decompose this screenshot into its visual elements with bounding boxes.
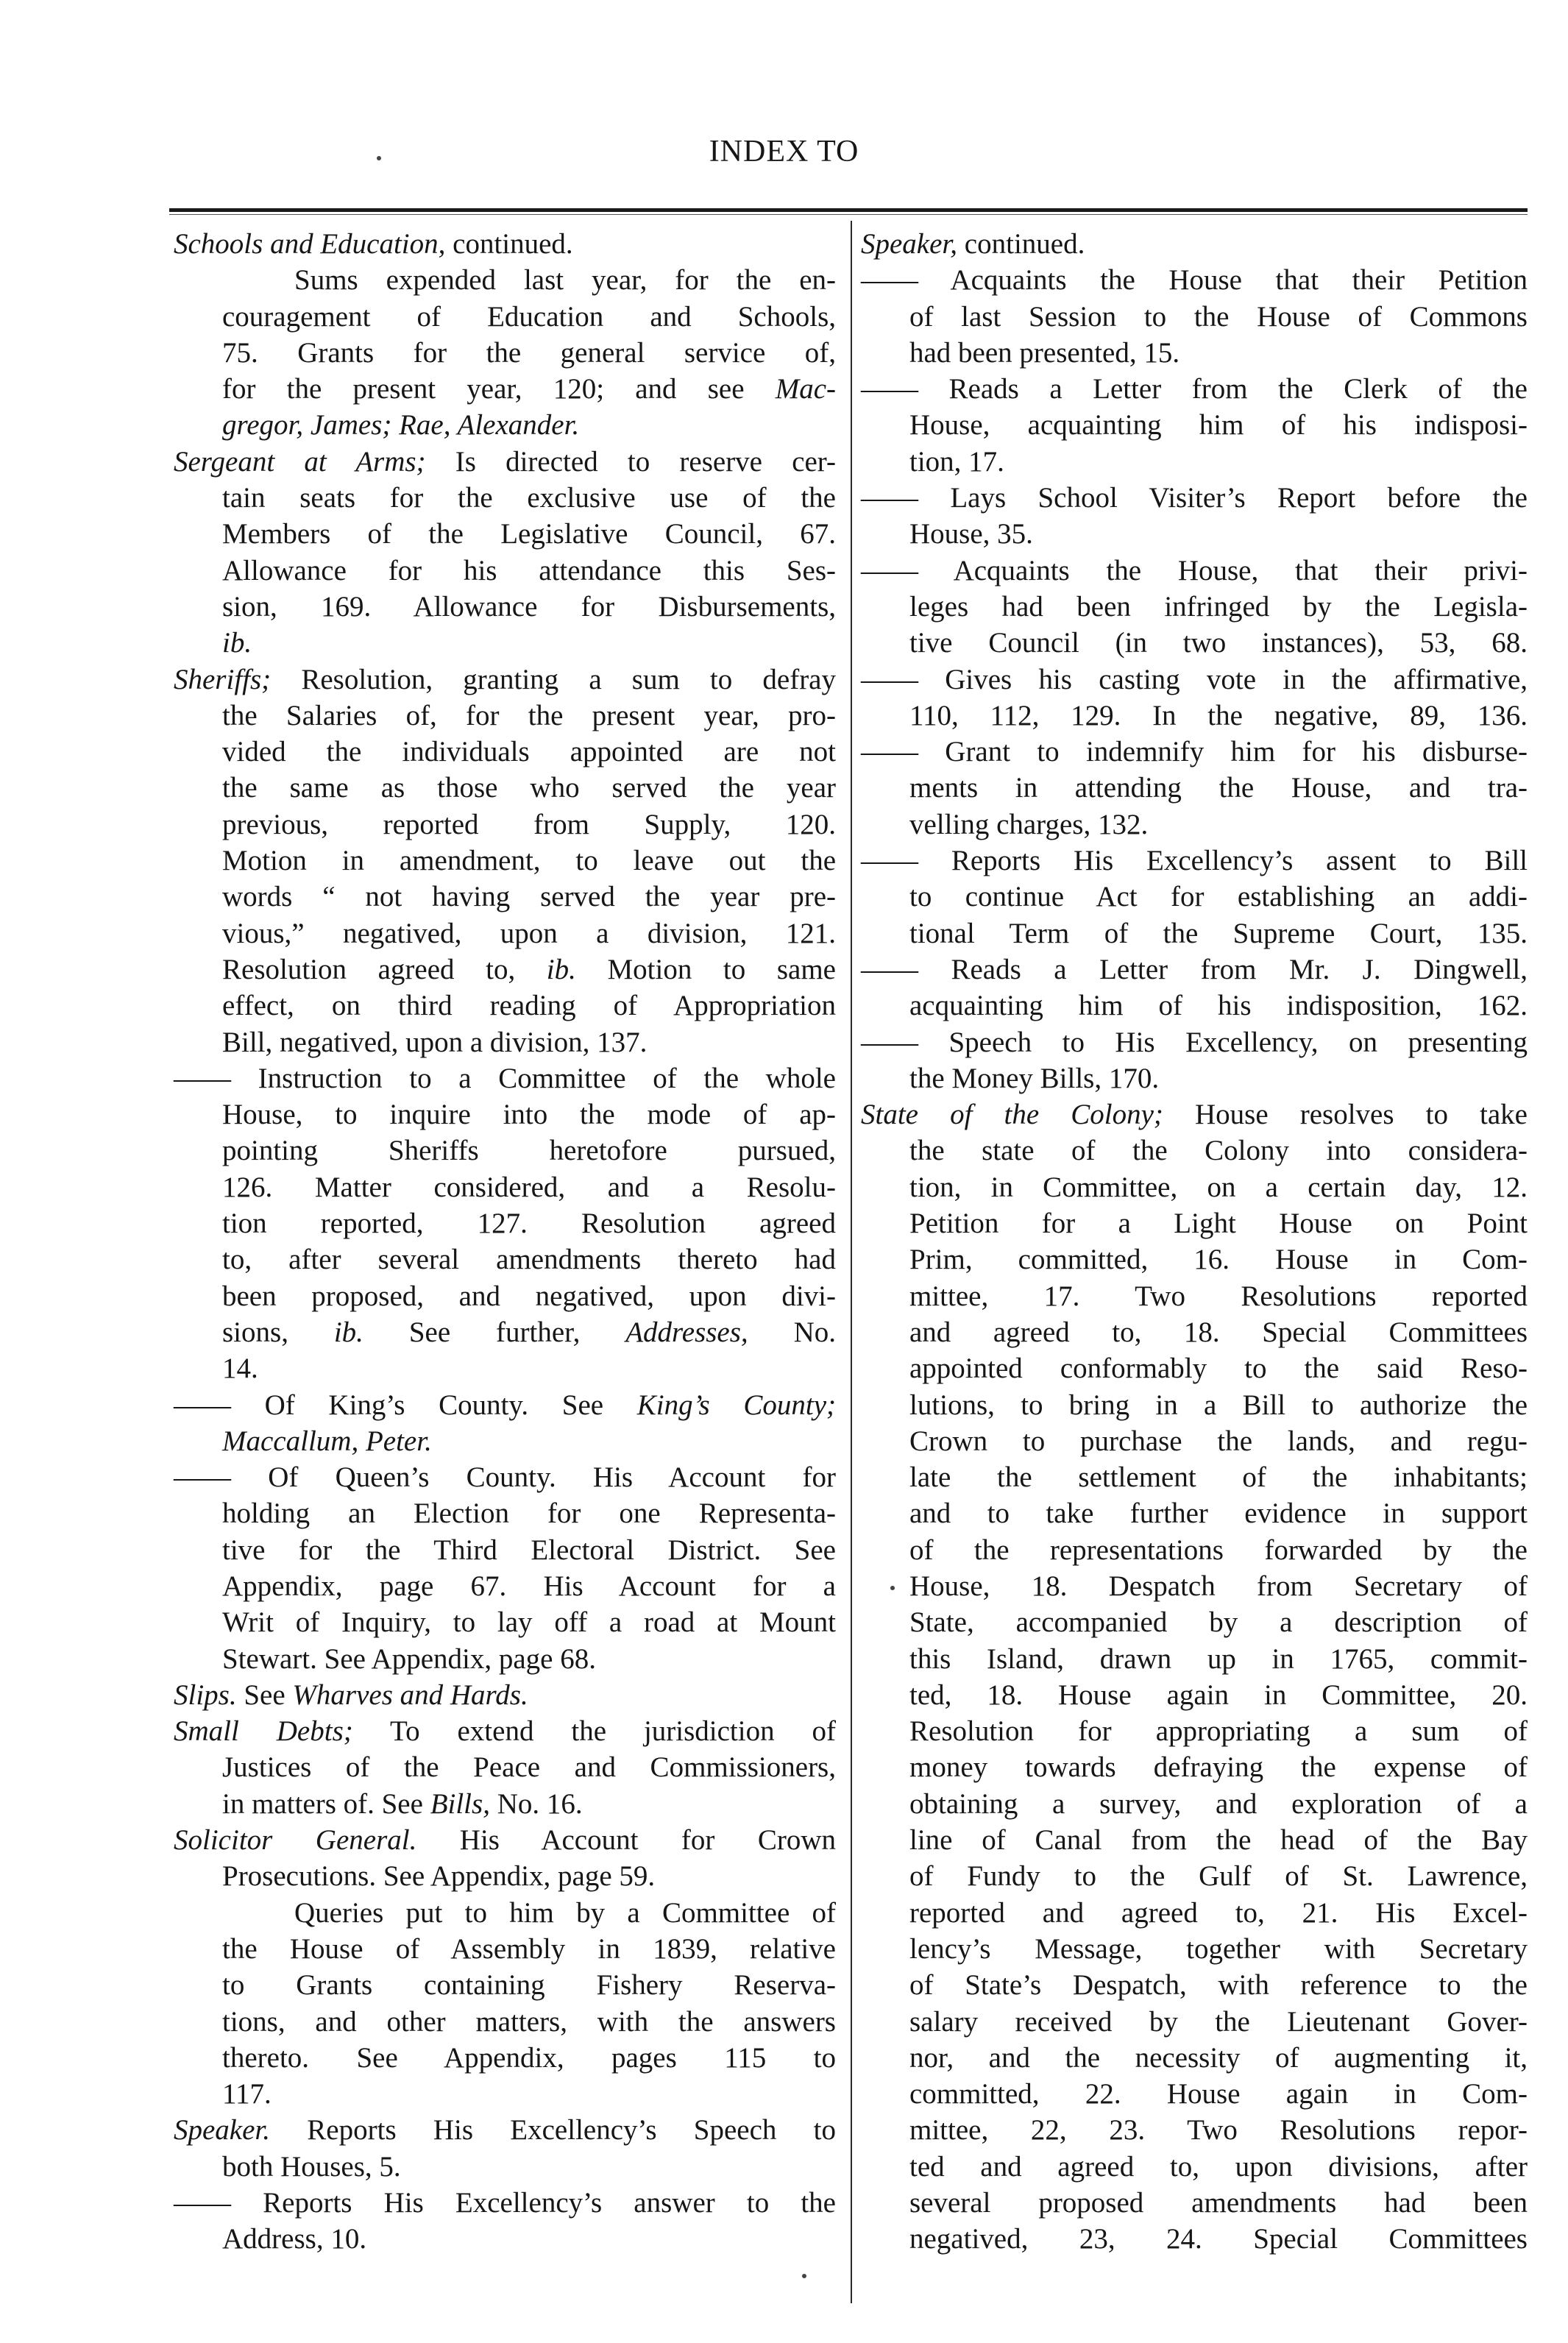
header-rule [169,208,1528,212]
index-line: Bill, negatived, upon a division, 137. [222,1026,648,1058]
index-line: Sums expended last year, for the en- [294,264,836,297]
index-line: this Island, drawn up in 1765, commit- [909,1642,1528,1675]
index-line: of last Session to the House of Commons [909,300,1528,333]
index-line: Writ of Inquiry, to lay off a road at Mount [222,1606,836,1639]
page-header: INDEX TO [709,135,859,169]
index-line: committed, 22. House again in Com- [909,2078,1528,2110]
index-line: —— Gives his casting vote in the affirmative, [861,663,1528,695]
index-line: gregor, James; Rae, Alexander. [222,409,580,442]
index-line: the same as those who served the year [222,772,836,804]
index-line: —— Of Queen’s County. His Account for [174,1461,836,1494]
index-line: and agreed to, 18. Special Committees [909,1316,1528,1348]
print-speck [802,2274,806,2278]
index-line: negatived, 23, 24. Special Committees [909,2223,1528,2255]
index-line: words “ not having served the year pre- [222,881,836,913]
index-line: —— Reports His Excellency’s answer to the [174,2187,836,2219]
index-line: been proposed, and negatived, upon divi- [222,1280,836,1312]
index-line: 117. [222,2078,272,2110]
index-line: ib. [222,627,252,659]
index-line: reported and agreed to, 21. His Excel- [909,1896,1528,1929]
index-line: Small Debts; To extend the jurisdiction of [174,1715,837,1748]
index-line: had been presented, 15. [909,336,1180,369]
index-line: sions, ib. See further, Addresses, No. [222,1316,836,1348]
index-line: to Grants containing Fishery Reserva- [222,1969,836,2002]
index-line: to, after several amendments thereto had [222,1244,836,1276]
index-line: ted and agreed to, upon divisions, after [909,2150,1528,2183]
index-line: tion reported, 127. Resolution agreed [222,1208,836,1240]
index-line: —— Reports His Excellency’s assent to Bill [861,845,1528,877]
index-line: velling charges, 132. [909,808,1149,840]
index-line: Maccallum, Peter. [222,1425,432,1457]
index-line: Stewart. See Appendix, page 68. [222,1642,596,1675]
index-line: money towards defraying the expense of [909,1751,1528,1784]
index-line: line of Canal from the head of the Bay [909,1824,1528,1857]
index-line: couragement of Education and Schools, [222,300,836,333]
index-line: of State’s Despatch, with reference to the [909,1969,1528,2002]
index-line: vided the individuals appointed are not [222,736,836,768]
index-line: Schools and Education, continued. [174,228,573,260]
index-line: in matters of. See Bills, No. 16. [222,1787,583,1820]
index-line: Speaker, continued. [861,228,1085,260]
index-line: and to take further evidence in support [909,1497,1528,1530]
index-line: —— Acquaints the House that their Petition [861,264,1528,297]
index-line: —— Grant to indemnify him for his disburse- [861,736,1528,768]
index-line: pointing Sheriffs heretofore pursued, [222,1135,836,1167]
index-line: Address, 10. [222,2223,367,2255]
index-line: acquainting him of his indisposition, 162. [909,990,1528,1022]
index-line: tive Council (in two instances), 53, 68. [909,627,1528,659]
index-line: tion, in Committee, on a certain day, 12. [909,1171,1528,1203]
index-line: several proposed amendments had been [909,2187,1528,2219]
index-line: State, accompanied by a description of [909,1606,1528,1639]
index-line: appointed conformably to the said Reso- [909,1353,1528,1385]
index-line: —— Lays School Visiter’s Report before the [861,482,1528,514]
index-line: —— Reads a Letter from Mr. J. Dingwell, [861,953,1528,985]
index-line: Prim, committed, 16. House in Com- [909,1244,1528,1276]
index-line: previous, reported from Supply, 120. [222,808,836,840]
index-line: the state of the Colony into considera- [909,1135,1528,1167]
index-line: Prosecutions. See Appendix, page 59. [222,1860,656,1893]
index-line: Sergeant at Arms; Is directed to reserve cer- [174,445,837,478]
index-line: Queries put to him by a Committee of [294,1896,836,1929]
index-line: —— Speech to His Excellency, on presenting [861,1026,1528,1058]
index-line: Appendix, page 67. His Account for a [222,1570,836,1602]
index-line: obtaining a survey, and exploration of a [909,1787,1528,1820]
index-line: Justices of the Peace and Commissioners, [222,1751,836,1784]
index-line: salary received by the Lieutenant Gover- [909,2005,1528,2038]
index-line: House, 18. Despatch from Secretary of [909,1570,1528,1602]
index-line: Resolution agreed to, ib. Motion to same [222,953,836,985]
index-line: Solicitor General. His Account for Crown [174,1824,836,1857]
index-line: Crown to purchase the lands, and regu- [909,1425,1528,1457]
index-line: Members of the Legislative Council, 67. [222,518,836,550]
index-line: State of the Colony; House resolves to take [861,1099,1528,1131]
index-line: 75. Grants for the general service of, [222,336,836,369]
index-line: Slips. See Wharves and Hards. [174,1679,528,1711]
index-line: House, to inquire into the mode of ap- [222,1099,836,1131]
index-line: Resolution for appropriating a sum of [909,1715,1528,1748]
index-line: 110, 112, 129. In the negative, 89, 136. [909,699,1528,731]
index-line: Motion in amendment, to leave out the [222,845,836,877]
index-line: the Salaries of, for the present year, pro- [222,699,836,731]
index-line: 126. Matter considered, and a Resolu- [222,1171,836,1203]
index-line: the Money Bills, 170. [909,1062,1160,1094]
index-line: Petition for a Light House on Point [909,1208,1528,1240]
index-line: ted, 18. House again in Committee, 20. [909,1679,1528,1711]
index-line: ments in attending the House, and tra- [909,772,1528,804]
index-line: leges had been infringed by the Legisla- [909,590,1528,623]
index-line: nor, and the necessity of augmenting it, [909,2041,1528,2074]
index-line: for the present year, 120; and see Mac- [222,373,836,405]
index-line: 14. [222,1353,258,1385]
index-line: sion, 169. Allowance for Disbursements, [222,590,836,623]
index-line: tain seats for the exclusive use of the [222,482,836,514]
index-line: —— Reads a Letter from the Clerk of the [861,373,1528,405]
index-line: tional Term of the Supreme Court, 135. [909,917,1528,949]
index-line: the House of Assembly in 1839, relative [222,1932,836,1965]
index-line: Allowance for his attendance this Ses- [222,554,836,586]
right-column [861,226,1528,2258]
index-line: House, 35. [909,518,1033,550]
index-line: mittee, 17. Two Resolutions reported [909,1280,1528,1312]
index-line: —— Of King’s County. See King’s County; [174,1389,836,1421]
print-speck [377,156,381,160]
index-line: both Houses, 5. [222,2150,401,2183]
index-line: lency’s Message, together with Secretary [909,1932,1528,1965]
index-line: effect, on third reading of Appropriation [222,990,836,1022]
index-line: mittee, 22, 23. Two Resolutions repor- [909,2114,1528,2147]
header-rule-thin [169,214,1528,215]
index-line: —— Acquaints the House, that their privi- [861,554,1528,586]
column-divider [851,221,852,2303]
index-line: Sheriffs; Resolution, granting a sum to defray [174,663,836,695]
index-line: lutions, to bring in a Bill to authorize the [909,1389,1528,1421]
left-column [174,226,836,2258]
index-line: of Fundy to the Gulf of St. Lawrence, [909,1860,1528,1893]
index-line: tion, 17. [909,445,1004,478]
index-line: tions, and other matters, with the answers [222,2005,836,2038]
index-line: tive for the Third Electoral District. See [222,1534,836,1566]
index-line: House, acquainting him of his indisposi- [909,409,1528,442]
index-line: vious,” negatived, upon a division, 121. [222,917,836,949]
index-line: of the representations forwarded by the [909,1534,1528,1566]
print-speck [890,1586,895,1590]
index-line: Speaker. Reports His Excellency’s Speech to [174,2114,836,2147]
index-line: late the settlement of the inhabitants; [909,1461,1528,1494]
index-line: —— Instruction to a Committee of the whole [174,1062,836,1094]
index-line: holding an Election for one Representa- [222,1497,836,1530]
index-line: to continue Act for establishing an addi- [909,881,1528,913]
index-line: thereto. See Appendix, pages 115 to [222,2041,836,2074]
